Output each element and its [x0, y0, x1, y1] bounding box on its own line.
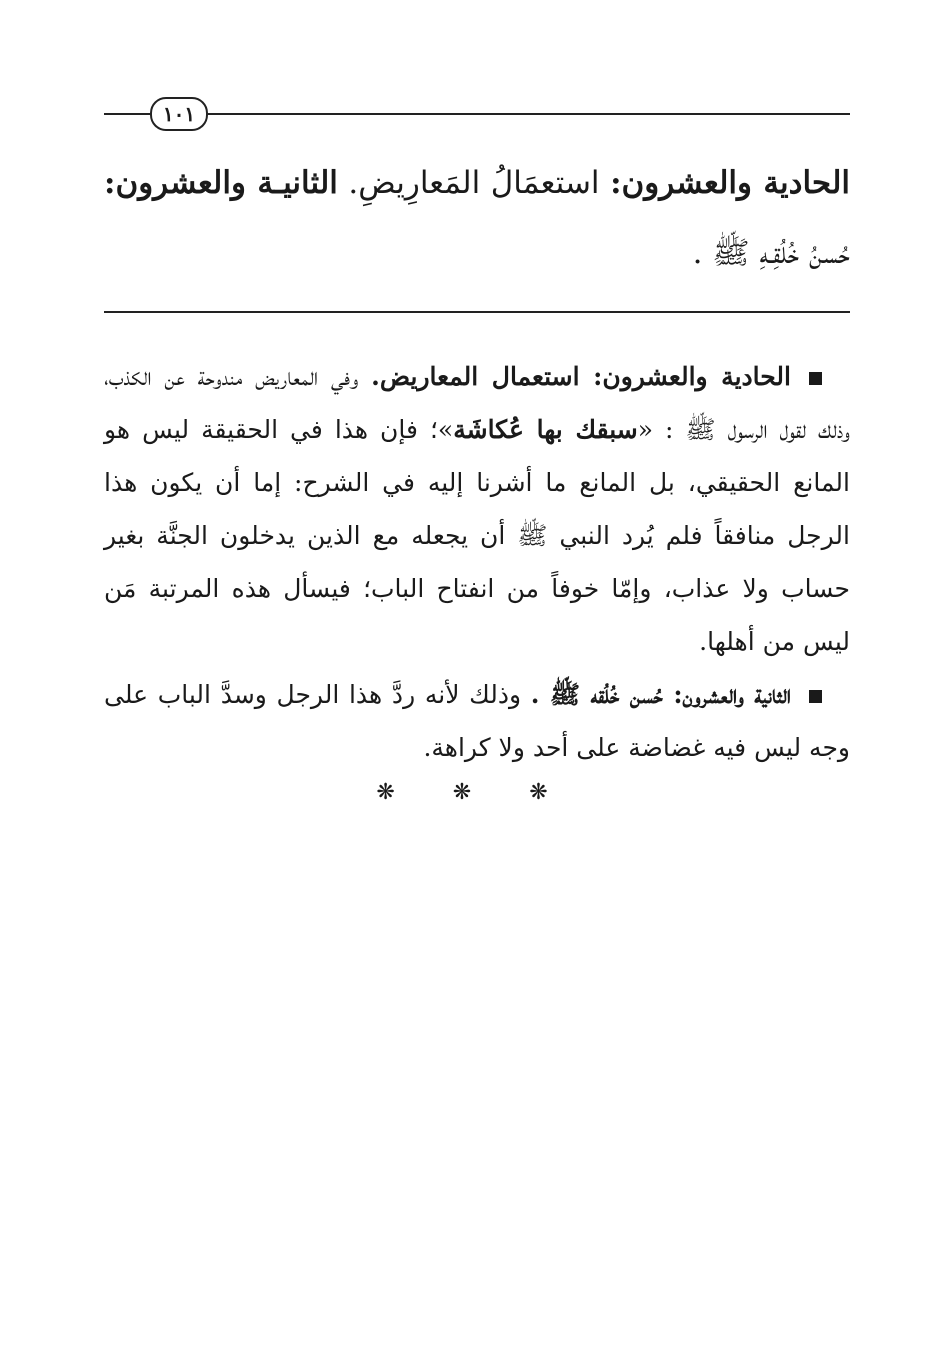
body-text	[104, 350, 850, 774]
paragraph-heading: الحادية والعشرون: استعمال المعاريض.	[371, 362, 791, 391]
paragraph-quote: سبقك بها عُكاشَة	[453, 415, 638, 444]
square-bullet-icon	[809, 690, 822, 703]
asterism-icon: ❋	[529, 780, 578, 805]
header-rule	[104, 113, 850, 115]
asterism-icon: ❋	[376, 780, 425, 805]
summary-text-22: حُسنُ خُلُقِـهِ ﷺ .	[692, 235, 850, 271]
paragraph-text: وفي المعاريض مندوحة عن الكذب، وذلك لقول الرسول ﷺ : «	[104, 362, 850, 444]
paragraph-22	[104, 668, 850, 774]
page-number: ١٠١	[150, 97, 208, 131]
paragraph-21	[104, 350, 850, 668]
asterism-icon: ❋	[452, 780, 502, 805]
summary-rule	[104, 311, 850, 313]
paragraph-text: وذلك لأنه ردَّ هذا الرجل وسدَّ الباب على وجه ليس فيه غضاضة على أحد ولا كراهة.	[104, 680, 850, 762]
section-separator	[104, 780, 850, 805]
summary-text-21: استعمَالُ المَعارِيضِ.	[337, 165, 611, 201]
summary-box	[104, 148, 850, 288]
square-bullet-icon	[809, 372, 822, 385]
summary-heading-21: الحادية والعشرون:	[610, 165, 850, 201]
paragraph-heading: الثانية والعشرون: حُسن خُلُقه ﷺ .	[530, 680, 791, 709]
paragraph-text-after: »؛ فإن هذا في الحقيقة ليس هو المانع الحقيقي، بل المانع ما أشرنا إليه في الشرح: إما أن يكون هذا الرجل منافقاً فلم يُرد النبي ﷺ أن يجعله مع الذين يدخلون الجنَّة بغير حساب ولا عذاب، وإمّا خوفاً من انفتاح الباب؛ فيسأل هذه المرتبة مَن ليس من أهلها.	[104, 415, 850, 656]
summary-heading-22: الثانيـة والعشرون:	[104, 165, 338, 201]
